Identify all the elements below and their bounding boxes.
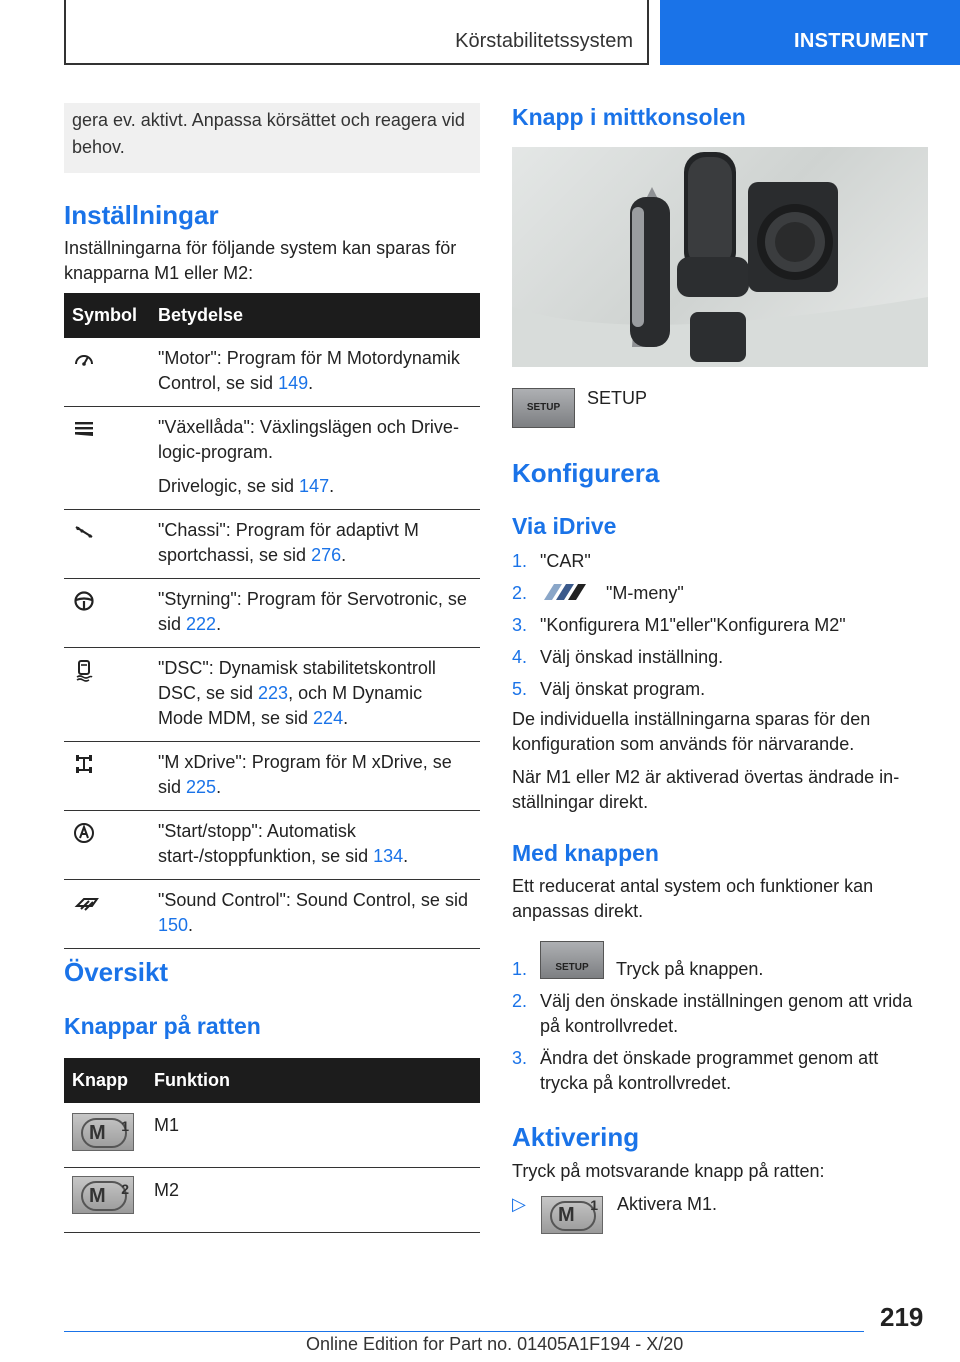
gearbox-icon [72, 417, 96, 441]
table-row: "Växellåda": Växlingslägen och Drivelogic-program. Drivelogic, se sid 147. [64, 407, 480, 510]
col-function: Funktion [146, 1058, 480, 1103]
setup-button-icon: SETUP [540, 941, 604, 979]
page-link[interactable]: 276 [311, 545, 342, 565]
steering-wheel-icon [72, 589, 96, 613]
activation-intro: Tryck på motsvarande knapp på ratten: [512, 1161, 825, 1181]
page-link[interactable]: 223 [258, 683, 289, 703]
with-button-heading: Med knappen [512, 840, 659, 866]
col-symbol: Symbol [64, 293, 150, 338]
page-link[interactable]: 147 [299, 476, 330, 496]
configure-heading: Konfigurera [512, 458, 660, 488]
engine-gauge-icon [72, 348, 96, 372]
console-heading: Knapp i mittkonsolen [512, 104, 746, 130]
warning-box: gera ev. aktivt. Anpassa körsättet och reagera vid behov. [64, 103, 480, 173]
m1-button-icon: M 1 [541, 1196, 603, 1234]
page-link[interactable]: 224 [313, 708, 344, 728]
settings-intro: Inställningarna för följande system kan sparas för knapparna M1 eller M2: [64, 238, 457, 283]
activation-heading: Aktivering [512, 1122, 640, 1152]
steering-buttons-heading: Knappar på ratten [64, 1013, 261, 1039]
page-number: 219 [880, 1302, 924, 1332]
list-item: 5. Välj önskat program. [512, 679, 706, 699]
bullet-arrow-icon: ▷ [512, 1194, 526, 1214]
sound-control-icon [72, 890, 102, 914]
function-m2: M2 [146, 1168, 480, 1233]
center-console-photo [512, 147, 928, 367]
list-item: 4. Välj önskad inställning. [512, 647, 724, 667]
header-section-box [64, 0, 649, 65]
button-steps [512, 941, 928, 1103]
start-stop-icon [72, 821, 96, 845]
idrive-heading: Via iDrive [512, 513, 617, 539]
activation-item: Aktivera M1. [617, 1194, 718, 1214]
footer-edition: Online Edition for Part no. 01405A1F194 - X/20 [306, 1334, 684, 1354]
m2-button-icon: M 2 [72, 1176, 134, 1214]
table-row: "DSC": Dynamisk stabilitetskontroll DSC, se sid 223, och M Dynamic Mode MDM, se sid 224. [64, 648, 480, 742]
steering-buttons-table [64, 1058, 480, 1233]
with-button-intro: Ett reducerat antal system och funktioner kan anpassas direkt. [512, 876, 874, 921]
setup-button-icon: SETUP [512, 388, 575, 428]
center-console-illustration [512, 147, 928, 367]
col-meaning: Betydelse [150, 293, 480, 338]
list-item: 2. Välj den önskade inställningen genom att vrida på kontrollvredet. [512, 991, 913, 1036]
table-row [64, 1168, 480, 1233]
list-item: 1. "CAR" [512, 551, 591, 571]
m-menu-icon [540, 582, 596, 602]
table-row: "Motor": Program för M Motordynamik Control, se sid 149. [64, 338, 480, 407]
settings-table [64, 293, 480, 949]
config-note-1: De individuella inställningarna sparas för den konfiguration som används för närvarande. [512, 709, 871, 754]
overview-heading: Översikt [64, 957, 169, 987]
table-row: "M xDrive": Program för M xDrive, se sid 225. [64, 742, 480, 811]
table-row: "Chassi": Program för adaptivt M sportchassi, se sid 276. [64, 510, 480, 579]
table-row: "Sound Control": Sound Control, se sid 150. [64, 880, 480, 949]
list-item: 3. Ändra det önskade programmet genom att trycka på kontrollvredet. [512, 1048, 879, 1093]
page-link[interactable]: 225 [186, 777, 217, 797]
idrive-steps [512, 549, 928, 709]
page-link[interactable]: 134 [373, 846, 404, 866]
list-item: 3. "Konfigurera M1"eller"Konfigurera M2" [512, 615, 846, 635]
config-note-2: När M1 eller M2 är aktiverad övertas ändrade inställningar direkt. [512, 767, 900, 812]
setup-label: SETUP [587, 388, 648, 408]
list-item: 2. "M-meny" [512, 583, 684, 603]
table-row [64, 1103, 480, 1168]
settings-heading: Inställningar [64, 200, 219, 230]
header-chapter-box [660, 0, 960, 65]
page-link[interactable]: 222 [186, 614, 217, 634]
dsc-icon [72, 658, 96, 682]
settings-table-header [64, 293, 480, 338]
steering-table-header [64, 1058, 480, 1103]
m1-button-icon: M 1 [72, 1113, 134, 1151]
list-item: 1. SETUP Tryck på knappen. [512, 941, 928, 982]
table-row: "Styrning": Program för Servotronic, se sid 222. [64, 579, 480, 648]
chassis-icon [72, 520, 96, 544]
footer-rule [64, 1331, 864, 1332]
table-row: "Start/stopp": Automatisk start-/stoppfunktion, se sid 134. [64, 811, 480, 880]
header-chapter-title: INSTRUMENT [794, 30, 929, 52]
page-link[interactable]: 150 [158, 915, 189, 935]
header-section-title: Körstabilitetssystem [455, 30, 633, 52]
col-button: Knapp [64, 1058, 146, 1103]
xdrive-icon [72, 752, 96, 776]
function-m1: M1 [146, 1103, 480, 1168]
page-link[interactable]: 149 [278, 373, 309, 393]
